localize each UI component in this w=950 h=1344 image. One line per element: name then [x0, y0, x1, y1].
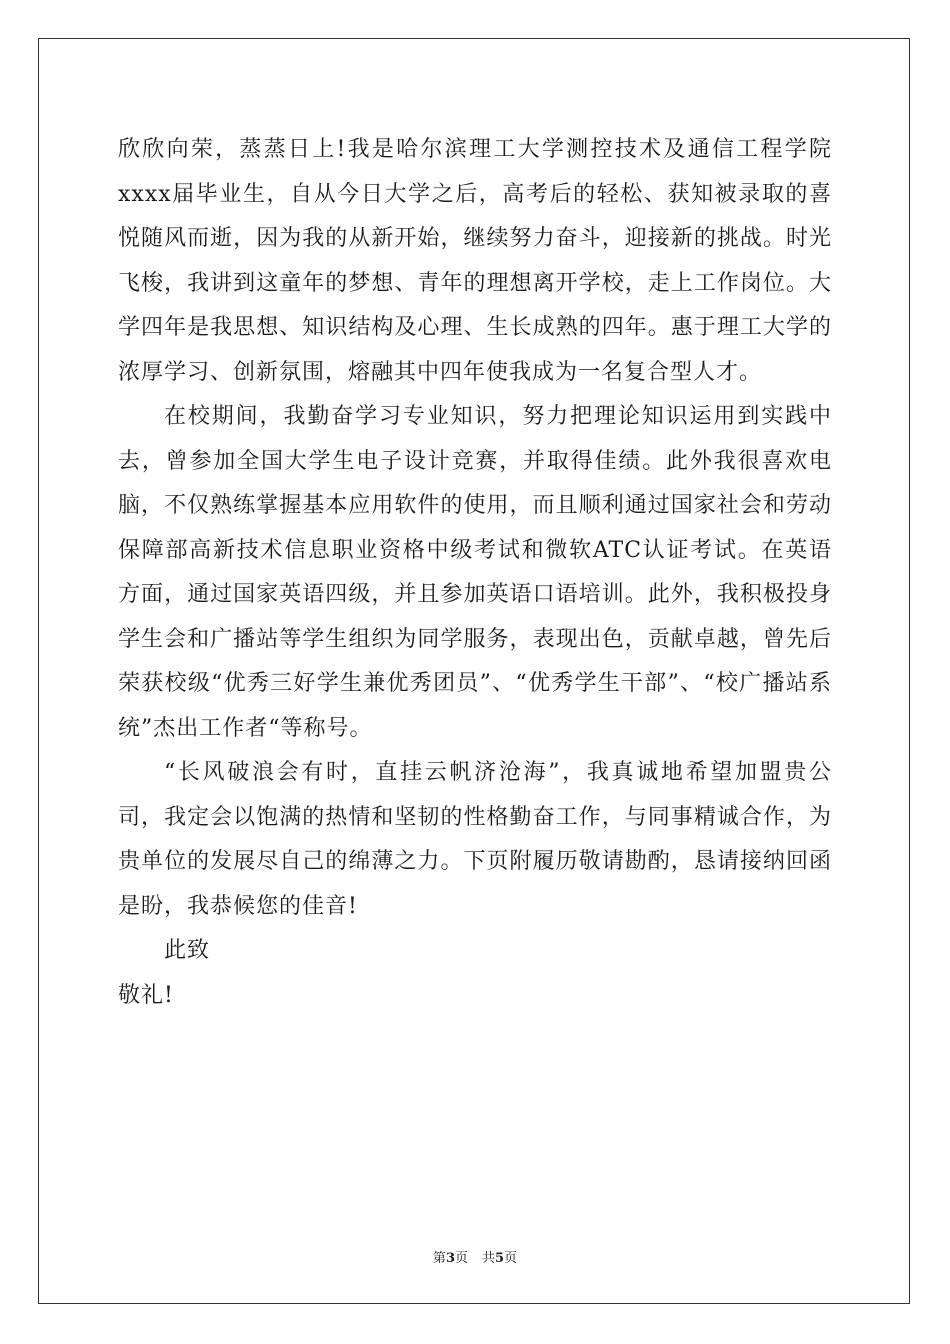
- page-footer: [0, 1247, 950, 1266]
- paragraph-3: “长风破浪会有时，直挂云帆济沧海”，我真诚地希望加盟贵公司，我定会以饱满的热情和坚韧的性格勤奋工作，与同事精诚合作，为贵单位的发展尽自己的绵薄之力。下页附履历敬请勘酌，恳请接纳回函是盼，我恭候您的佳音!: [118, 760, 832, 919]
- page-prefix: 第: [432, 1251, 446, 1266]
- page-suffix: 页: [454, 1251, 468, 1266]
- paragraph-2: 在校期间，我勤奋学习专业知识，努力把理论知识运用到实践中去，曾参加全国大学生电子设计竞赛，并取得佳绩。此外我很喜欢电脑，不仅熟练掌握基本应用软件的使用，而且顺利通过国家社会和劳动保障部高新技术信息职业资格中级考试和微软ATC认证考试。在英语方面，通过国家英语四级，并且参加英语口语培训。此外，我积极投身学生会和广播站等学生组织为同学服务，表现出色，贡献卓越，曾先后荣获校级“优秀三好学生兼优秀团员”、“优秀学生干部”、“校广播站系统”杰出工作者“等称号。: [118, 404, 832, 741]
- closing-salutation: 此致: [164, 938, 211, 963]
- total-prefix: 共: [482, 1251, 496, 1266]
- page-number: [433, 1251, 468, 1266]
- closing-regards: 敬礼!: [118, 982, 174, 1008]
- total-count: 5: [495, 1251, 505, 1266]
- page-total: [482, 1251, 517, 1266]
- paragraph-1: 欣欣向荣，蒸蒸日上!我是哈尔滨理工大学测控技术及通信工程学院xxxx届毕业生，自从今日大学之后，高考后的轻松、获知被录取的喜悦随风而逝，因为我的从新开始，继续努力奋斗，迎接新的挑战。时光飞梭，我讲到这童年的梦想、青年的理想离开学校，走上工作岗位。大学四年是我思想、知识结构及心理、生长成熟的四年。惠于理工大学的浓厚学习、创新氛围，熔融其中四年使我成为一名复合型人才。: [118, 137, 832, 385]
- total-suffix: 页: [504, 1251, 518, 1266]
- page-current: 3: [445, 1251, 455, 1266]
- document-body: [118, 128, 832, 1018]
